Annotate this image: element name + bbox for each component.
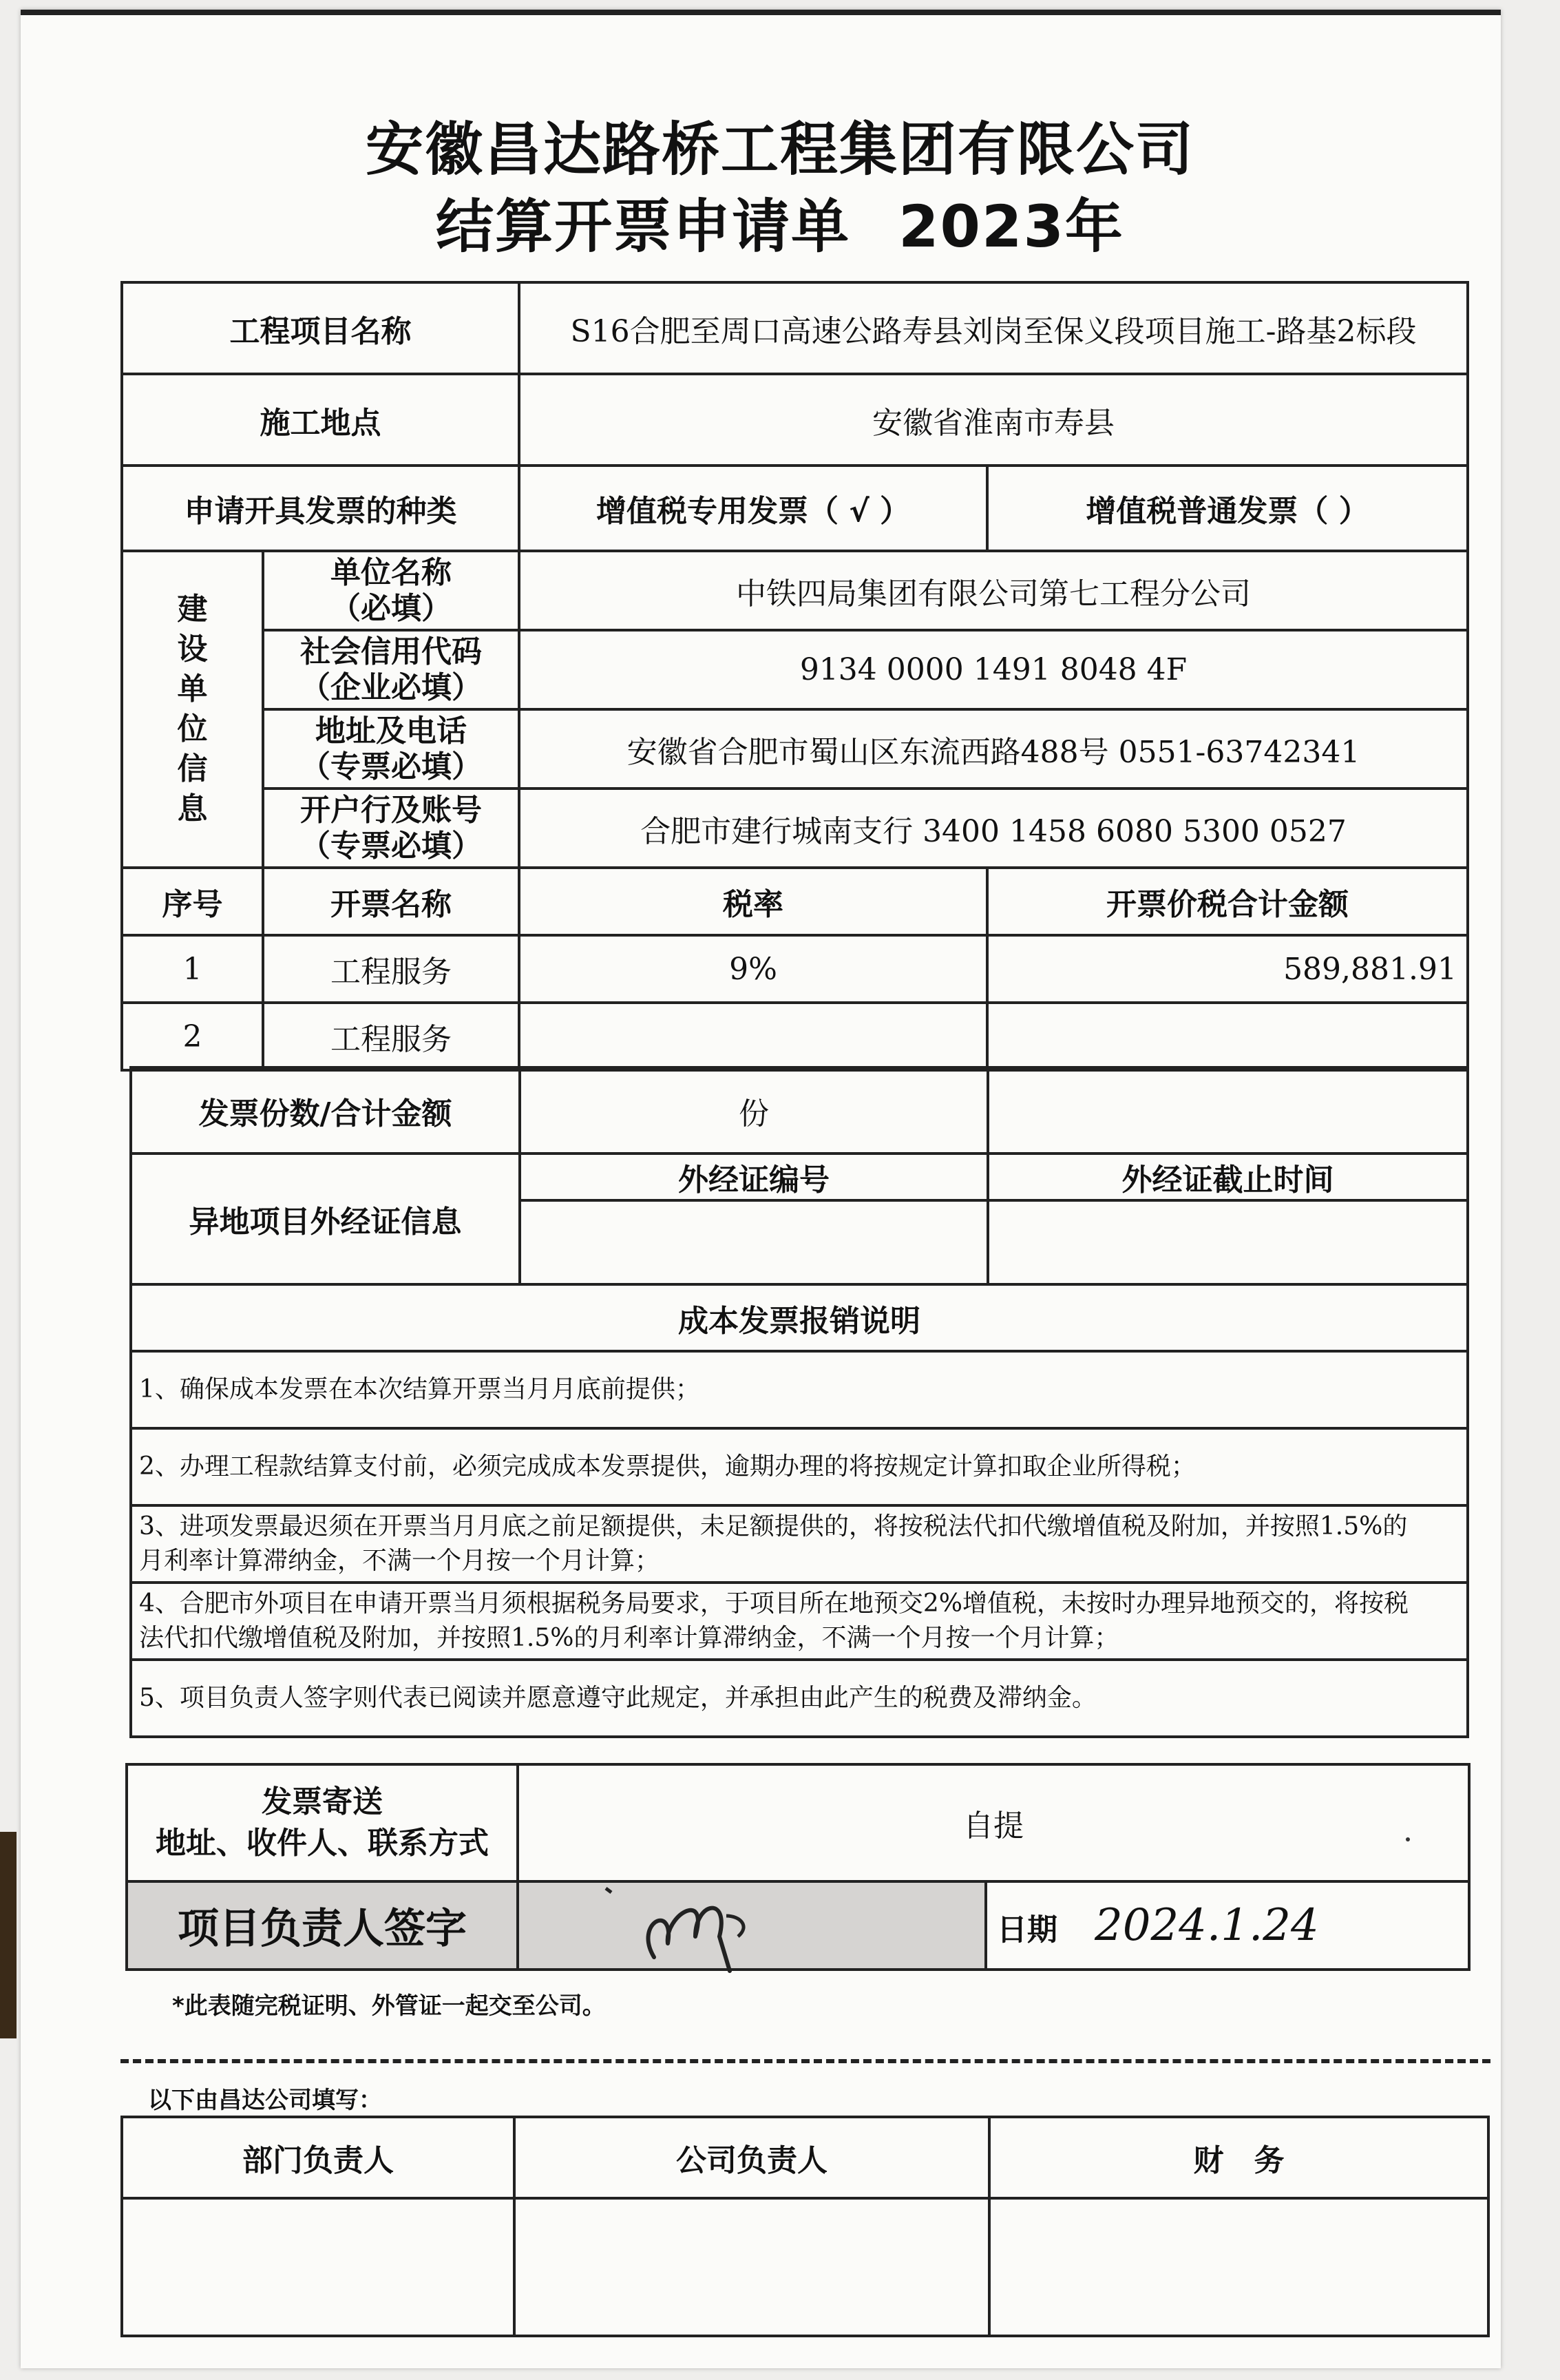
date-handwritten: 2024.1.24	[1095, 1900, 1319, 1951]
item-name: 工程服务	[263, 1003, 519, 1070]
note-item-4: 4、合肥市外项目在申请开票当月须根据税务局要求，于项目所在地预交2%增值税，未按时办理异地预交的，将按税 法代扣代缴增值税及附加，并按照1.5%的月利率计算滞纳金，不满一个月按一个月计算；	[131, 1583, 1468, 1660]
dept-head-header: 部门负责人	[122, 2117, 514, 2198]
totals-label: 发票份数/合计金额	[131, 1067, 520, 1154]
top-edge-line	[21, 10, 1501, 15]
total-amount-cell	[988, 1067, 1468, 1154]
delivery-signature-table	[125, 1763, 1471, 1971]
ink-dot	[1406, 1837, 1410, 1841]
builder-credit-code-label: 社会信用代码 （企业必填）	[263, 630, 519, 709]
item-rate	[519, 1003, 987, 1070]
company-head-signature-cell	[514, 2198, 989, 2336]
binder-clip-edge	[0, 1832, 17, 2038]
item-rate: 9%	[519, 935, 987, 1003]
company-head-header: 公司负责人	[514, 2117, 989, 2198]
external-cert-deadline-value	[988, 1200, 1468, 1284]
site-label: 施工地点	[122, 374, 519, 466]
builder-address-value: 安徽省合肥市蜀山区东流西路488号 0551-63742341	[519, 709, 1468, 789]
builder-bank-value: 合肥市建行城南支行 3400 1458 6080 5300 0527	[519, 789, 1468, 868]
form-year: 2023年	[898, 193, 1124, 260]
company-title: 安徽昌达路桥工程集团有限公司	[365, 116, 1194, 183]
item-no: 1	[122, 935, 263, 1003]
item-amount: 589,881.91	[987, 935, 1468, 1003]
table-row	[122, 935, 1468, 1003]
footnote: *此表随完税证明、外管证一起交至公司。	[172, 1992, 606, 2020]
items-header-name: 开票名称	[263, 868, 519, 935]
delivery-value: 自提	[518, 1764, 1469, 1881]
builder-info-group-label: 建 设 单 位 信 息	[122, 551, 263, 868]
item-amount	[987, 1003, 1468, 1070]
items-header-no: 序号	[122, 868, 263, 935]
builder-bank-label: 开户行及账号 （专票必填）	[263, 789, 519, 868]
notes-table	[129, 1283, 1469, 1738]
external-cert-no-header: 外经证编号	[520, 1154, 988, 1200]
company-fill-table	[120, 2116, 1490, 2337]
items-header-amount: 开票价税合计金额	[987, 868, 1468, 935]
invoice-type-special: 增值税专用发票（ √ ）	[519, 466, 987, 551]
note-item-3: 3、进项发票最迟须在开票当月月底之前足额提供，未足额提供的，将按税法代扣代缴增值税及附加，并按照1.5%的 月利率计算滞纳金，不满一个月按一个月计算；	[131, 1505, 1468, 1583]
invoice-type-normal: 增值税普通发票（ ）	[987, 466, 1468, 551]
project-name-label: 工程项目名称	[122, 282, 519, 374]
builder-unit-name-value: 中铁四局集团有限公司第七工程分公司	[519, 551, 1468, 630]
signature-label: 项目负责人签字	[127, 1881, 518, 1970]
note-item-1: 1、确保成本发票在本次结算开票当月月底前提供；	[131, 1351, 1468, 1428]
dept-head-signature-cell	[122, 2198, 514, 2336]
table-row	[122, 1003, 1468, 1070]
builder-credit-code-value: 9134 0000 1491 8048 4F	[519, 630, 1468, 709]
project-name-value: S16合肥至周口高速公路寿县刘岗至保义段项目施工-路基2标段	[519, 282, 1468, 374]
company-fill-note: 以下由昌达公司填写：	[148, 2087, 382, 2114]
invoice-type-label: 申请开具发票的种类	[122, 466, 519, 551]
builder-address-label: 地址及电话 （专票必填）	[263, 709, 519, 789]
note-item-2: 2、办理工程款结算支付前，必须完成成本发票提供，逾期办理的将按规定计算扣取企业所得税；	[131, 1428, 1468, 1505]
cut-line	[120, 2059, 1490, 2063]
finance-signature-cell	[989, 2198, 1488, 2336]
note-item-5: 5、项目负责人签字则代表已阅读并愿意遵守此规定，并承担由此产生的税费及滞纳金。	[131, 1660, 1468, 1737]
site-value: 安徽省淮南市寿县	[519, 374, 1468, 466]
item-no: 2	[122, 1003, 263, 1070]
delivery-label: 发票寄送 地址、收件人、联系方式	[127, 1764, 518, 1881]
lower-form-table	[129, 1066, 1469, 1286]
external-cert-label: 异地项目外经证信息	[131, 1154, 520, 1284]
date-cell	[986, 1881, 1469, 1970]
items-header-rate: 税率	[519, 868, 987, 935]
form-title: 结算开票申请单	[436, 193, 851, 260]
notes-title: 成本发票报销说明	[131, 1284, 1468, 1351]
date-label: 日期	[997, 1912, 1057, 1948]
finance-header: 财 务	[989, 2117, 1488, 2198]
external-cert-deadline-header: 外经证截止时间	[988, 1154, 1468, 1200]
copies-unit: 份	[520, 1067, 988, 1154]
builder-unit-name-label: 单位名称 （必填）	[263, 551, 519, 630]
handwritten-signature	[592, 1875, 785, 1978]
item-name: 工程服务	[263, 935, 519, 1003]
main-form-table	[120, 281, 1469, 1072]
external-cert-no-value	[520, 1200, 988, 1284]
form-title-line	[0, 180, 1560, 264]
